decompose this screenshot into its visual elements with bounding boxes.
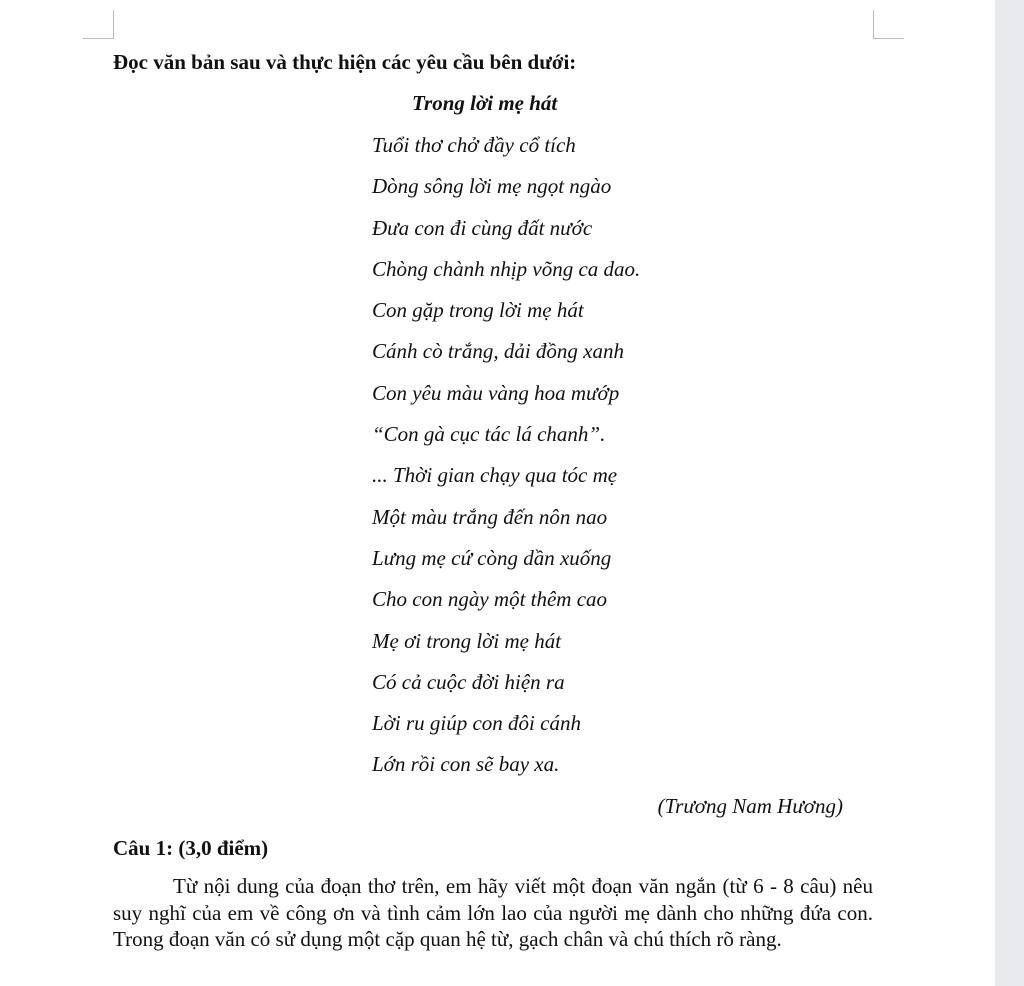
poem-body (372, 130, 640, 791)
poem-author: (Trương Nam Hương) (657, 794, 843, 818)
question-title: Câu 1: (3,0 điểm) (113, 836, 269, 860)
poem-line: Có cả cuộc đời hiện ra (372, 669, 565, 694)
poem-line: Cho con ngày một thêm cao (372, 587, 608, 612)
poem-line: “Con gà cục tác lá chanh”. (372, 422, 606, 447)
poem-line: Lớn rồi con sẽ bay xa. (372, 752, 560, 777)
poem-line: Con gặp trong lời mẹ hát (372, 298, 584, 323)
margin-mark-top-right (873, 10, 904, 39)
poem-title: Trong lời mẹ hát (412, 91, 558, 115)
poem-line: Tuổi thơ chở đầy cổ tích (372, 133, 576, 157)
poem-line: Lưng mẹ cứ còng dần xuống (372, 545, 612, 570)
poem-line: Đưa con đi cùng đất nước (372, 215, 593, 240)
poem-line: Lời ru giúp con đôi cánh (372, 711, 581, 736)
margin-mark-top-left (83, 10, 114, 39)
poem-line: Một màu trắng đến nôn nao (372, 504, 608, 529)
poem-line: Chòng chành nhịp võng ca dao. (372, 256, 641, 281)
poem-line: Cánh cò trắng, dải đồng xanh (372, 339, 624, 364)
poem-line: Mẹ ơi trong lời mẹ hát (372, 628, 562, 653)
instruction-heading: Đọc văn bản sau và thực hiện các yêu cầu bên dưới: (113, 50, 577, 74)
poem-line: Dòng sông lời mẹ ngọt ngào (372, 174, 612, 199)
poem-line: Con yêu màu vàng hoa mướp (372, 380, 620, 405)
window-side-strip (995, 0, 1024, 986)
poem-line: ... Thời gian chạy qua tóc mẹ (372, 463, 618, 488)
question-body: Từ nội dung của đoạn thơ trên, em hãy viết một đoạn văn ngắn (từ 6 - 8 câu) nêu suy nghĩ của em về công ơn và tình cảm lớn lao của người mẹ dành cho những đứa con. Trong đoạn văn có sử dụng một cặp quan hệ từ, gạch chân và chú thích rõ ràng. (113, 874, 873, 951)
